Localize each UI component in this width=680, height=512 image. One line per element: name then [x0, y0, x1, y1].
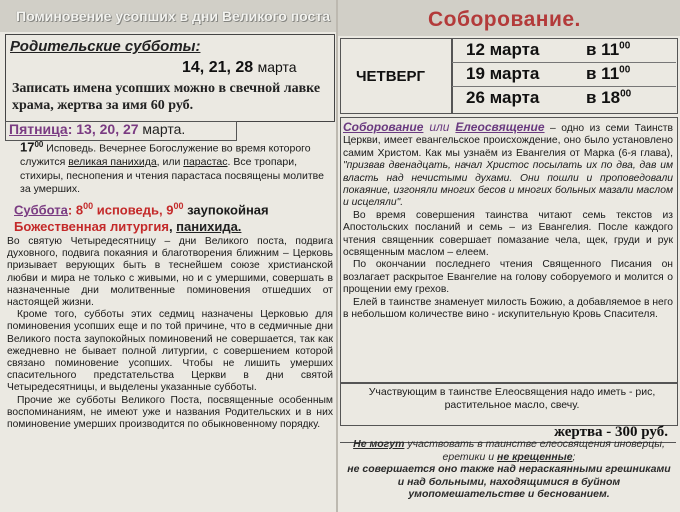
left-body-p3: Прочие же субботы Великого Поста, посвященные особенным воспоминаниям, не имеют уже и названия Родительских и в них поминовение умерших производится по обыкновенному порядку.	[7, 394, 333, 431]
friday-line	[9, 121, 185, 137]
saturday-time-8: 8	[75, 202, 84, 218]
unction-text	[343, 121, 673, 322]
requirements-text: Участвующим в таинстве Елеосвящения надо иметь - рис, растительное масло, свечу.	[368, 386, 656, 411]
cannot-rest: участвовать в таинстве елеосвящения иноверцы, еретики и	[404, 438, 665, 463]
not-baptized: не крещенные	[496, 450, 573, 463]
friday-label: Пятница	[9, 121, 68, 137]
fee-text: жертва - 300 руб.	[554, 424, 668, 440]
saturday-confession: исповедь,	[93, 202, 167, 218]
left-header-title: Поминовение усопших в дни Великого поста	[16, 8, 330, 24]
unction-p2: Во время совершения таинства читают семь текстов из Апостольских посланий и семь – из Евангелия. После каждого чтения священник совершает помазание чела, щек, груди и рук освященным маслом – елеем.	[343, 209, 673, 259]
schedule-date: 19 марта	[466, 64, 540, 83]
weekday-label: ЧЕТВЕРГ	[356, 68, 426, 85]
column-divider	[336, 0, 338, 512]
saturday-label: Суббота	[14, 202, 68, 218]
restrictions	[346, 438, 672, 501]
parents-dates-value: 14, 21, 28	[182, 59, 254, 76]
saturday-liturgy: Божественная литургия	[14, 219, 169, 235]
parents-month: марта	[257, 59, 297, 75]
schedule-row	[452, 38, 676, 63]
right-header	[338, 0, 680, 36]
friday-time: 17	[20, 139, 35, 155]
saturday-requiem: заупокойная	[183, 202, 269, 218]
unction-title: Соборование	[343, 120, 424, 134]
cannot-label: Не могут	[353, 438, 405, 450]
schedule-date: 26 марта	[466, 88, 540, 107]
saturday-comma: ,	[168, 219, 177, 235]
saturday-line	[14, 198, 336, 235]
friday-desc-lead: Исповедь. Вечернее Богослужение во время которого служится	[20, 142, 311, 168]
unction-title-2: Елеосвящение	[455, 120, 545, 134]
left-header	[0, 0, 336, 32]
schedule-time: в $18^{00}$	[586, 88, 632, 107]
saturday-time-9-sup: 00	[173, 201, 184, 211]
cannot-end: ;	[572, 450, 576, 463]
friday-dates: : 13, 20, 27	[67, 121, 139, 137]
schedule-date: 12 марта	[466, 40, 540, 59]
schedule-time: в $11^{00}$	[586, 40, 631, 59]
friday-parastas: парастас	[183, 156, 228, 168]
left-body-p2: Кроме того, субботы этих седмиц назначены Церковью для поминовения усопших еще и по той причине, что в седмичные дни Великого поста заупокойных поминовений не совершается, так как ежедневно не бывает полной литургии, с совершением которой связано поминовение усопших. Чтобы не лишить умерших спасительного предстательства Церкви в дни святой Четыредесятницы, и выделены указанные субботы.	[7, 309, 333, 394]
friday-month: марта.	[138, 121, 186, 137]
parents-title: Родительские субботы:	[10, 38, 201, 55]
left-body-p1: Во святую Четыредесятницу – дни Великого поста, подвига духовного, подвига покаяния и благотворения ближним – Церковь призывает верующих быть в теснейшем союзе христианской любви и мира не только с живыми, но и с умершими, совершать в назначенные дни молитвенные поминовения отшедших от настоящей жизни.	[7, 236, 333, 309]
saturday-time-8-sup: 00	[83, 201, 94, 211]
friday-great-panikhida: великая панихида	[68, 156, 157, 168]
unction-or: или	[423, 120, 456, 134]
schedule-time: в $11^{00}$	[586, 64, 631, 83]
unction-quote: "призвав двенадцать, начал Христос посылать их по два, дав им власть над нечистыми духами. Они пошли и проповедовали покаяние, изгоняли многих бесов и многих больных мазали маслом и исцеляли".	[343, 160, 673, 209]
unction-p4: Елей в таинстве знаменует милость Божию, а добавляемое в него в небольшом количестве вино - искупительную Кровь Спасителя.	[343, 296, 673, 321]
schedule-row	[452, 86, 676, 110]
friday-desc-rest: . Все тропари, стихиры, песнопения и чтения парастаса посвящены молитве за умерших.	[20, 156, 324, 195]
unction-p1: – одно из семи Таинств Церкви, имеет евангельское происхождение, оно было установлено самим Христом. Как мы узнаём из Евангелия от Марка (6-я глава),	[343, 123, 673, 159]
schedule-row	[452, 62, 676, 87]
cannot-p2: не совершается оно также над нераскаянными грешниками и над больными, находящимися в буйном умопомешательстве и беснованием.	[347, 463, 671, 501]
saturday-panikhida: панихида.	[176, 219, 242, 235]
friday-time-sup: 00	[34, 140, 44, 149]
unction-p3: По окончании последнего чтения Священного Писания он возлагает раскрытое Евангелие на голову соборуемого и молится о прощении ему грехов.	[343, 259, 673, 296]
saturday-time-9: 9	[166, 202, 174, 218]
friday-or: , или	[156, 156, 184, 168]
right-header-title: Соборование.	[428, 8, 581, 31]
parents-note: Записать имена усопших можно в свечной лавке храма, жертва за имя 60 руб.	[12, 81, 321, 113]
saturday-colon: :	[67, 202, 76, 218]
friday-description	[20, 138, 332, 197]
left-body	[7, 236, 333, 431]
parents-dates	[182, 59, 297, 77]
